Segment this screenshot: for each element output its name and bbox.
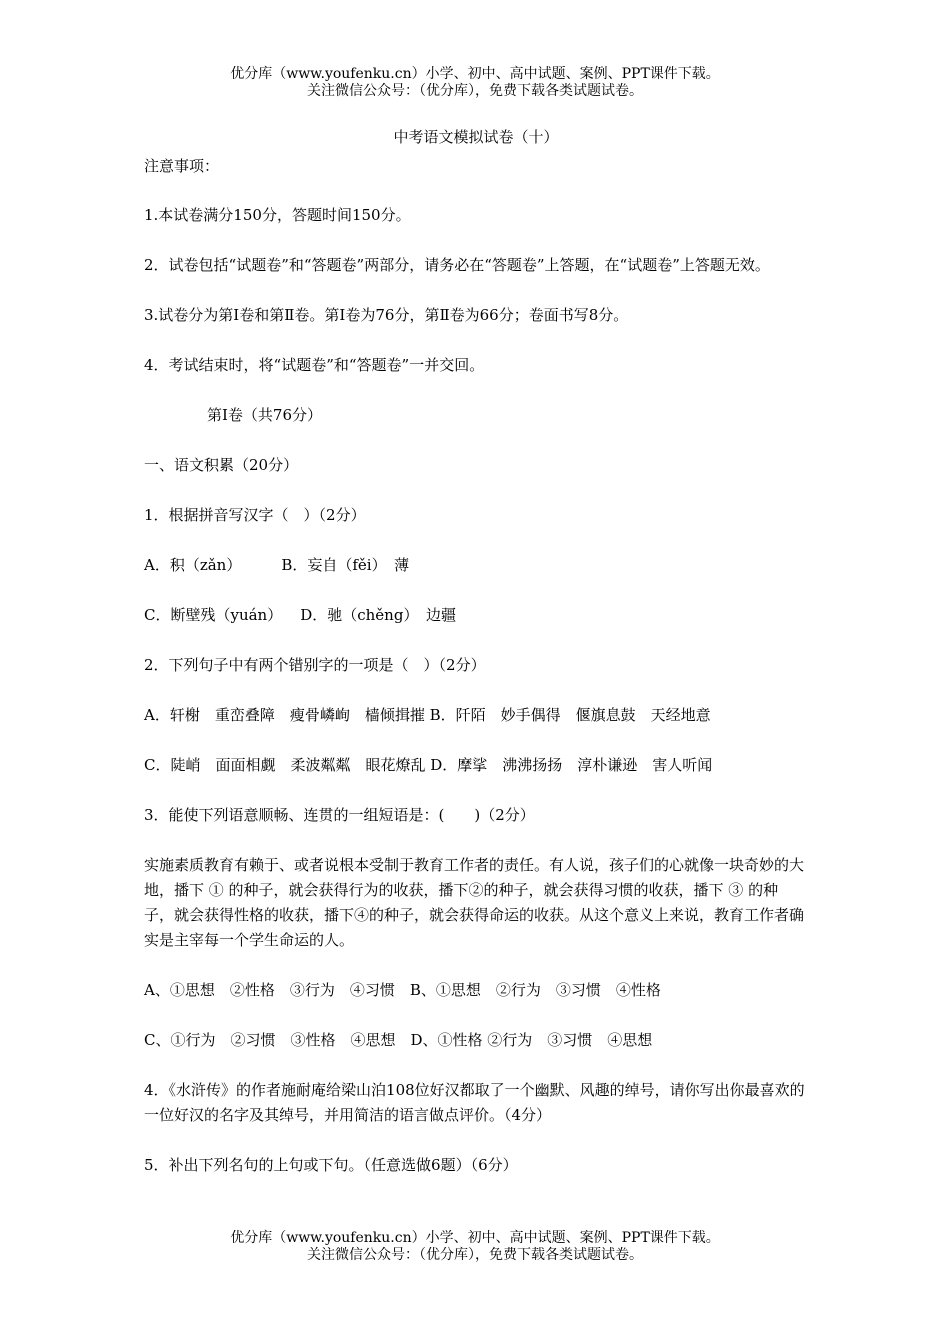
- option-c: C．断壁残（yuán）: [144, 606, 283, 624]
- question-3-options-cd: C、①行为 ②习惯 ③性格 ④思想 D、①性格 ②行为 ③习惯 ④思想: [144, 1031, 653, 1049]
- footer-line-1: 优分库（www.youfenku.cn）小学、初中、高中试题、案例、PPT课件下载。: [230, 1230, 720, 1246]
- question-3-passage: 实施素质教育有赖于、或者说根本受制于教育工作者的责任。有人说，孩子们的心就像一块奇妙的大地，播下 ① 的种子，就会获得行为的收获，播下②的种子，就会获得习惯的收获，播下 ③ 的种子，就会获得性格的收获，播下④的种子，就会获得命运的收获。从这个意义上来说，教育工作者确实是主宰每一个学生命运的人。: [144, 856, 805, 949]
- question-3-stem: 3．能使下列语意顺畅、连贯的一组短语是：( )（2分）: [144, 806, 535, 824]
- notice-item-1: 1.本试卷满分150分，答题时间150分。: [144, 206, 411, 224]
- question-2-options-cd: C．陡峭 面面相觑 柔波粼粼 眼花燎乱 D．摩挲 沸沸扬扬 淳朴谦逊 害人听闻: [144, 756, 713, 774]
- option-a: A．积（zǎn）: [144, 556, 242, 574]
- question-5-stem: 5．补出下列名句的上句或下句。（任意选做6题）（6分）: [144, 1156, 518, 1174]
- question-3-options-ab: A、①思想 ②性格 ③行为 ④习惯 B、①思想 ②行为 ③习惯 ④性格: [144, 981, 661, 999]
- option-b: B．妄自（fěi） 薄: [281, 556, 410, 574]
- notice-item-2: 2．试卷包括“试题卷”和“答题卷”两部分，请务必在“答题卷”上答题，在“试题卷”上答题无效。: [144, 256, 770, 274]
- page-header: [0, 66, 950, 100]
- question-1-options-ab: [144, 553, 808, 578]
- question-2-options-ab: A．轩榭 重峦叠障 瘦骨嶙峋 樯倾揖摧 B．阡陌 妙手偶得 偃旗息鼓 天经地意: [144, 706, 711, 724]
- exam-title: 中考语文模拟试卷（十）: [393, 128, 559, 146]
- section-1-heading: 一、语文积累（20分）: [144, 456, 299, 474]
- header-line-2: 关注微信公众号：（优分库），免费下载各类试题试卷。: [307, 83, 643, 99]
- notice-item-3: 3.试卷分为第Ⅰ卷和第Ⅱ卷。第Ⅰ卷为76分，第Ⅱ卷为66分；卷面书写8分。: [144, 306, 629, 324]
- footer-line-2: 关注微信公众号：（优分库），免费下载各类试题试卷。: [307, 1247, 643, 1263]
- question-1-stem: 1．根据拼音写汉字（ ）（2分）: [144, 506, 366, 524]
- question-2-stem: 2．下列句子中有两个错别字的一项是（ ）（2分）: [144, 656, 486, 674]
- question-4-stem: 4．《水浒传》的作者施耐庵给梁山泊108位好汉都取了一个幽默、风趣的绰号，请你写出你最喜欢的一位好汉的名字及其绰号，并用简洁的语言做点评价。（4分）: [144, 1081, 805, 1124]
- header-line-1: 优分库（www.youfenku.cn）小学、初中、高中试题、案例、PPT课件下载。: [230, 66, 720, 82]
- notice-item-4: 4．考试结束时，将“试题卷”和“答题卷”一并交回。: [144, 356, 485, 374]
- question-1-options-cd: [144, 603, 808, 628]
- notice-heading: 注意事项：: [144, 157, 220, 175]
- document-body: [144, 127, 808, 1203]
- page-footer: [0, 1230, 950, 1264]
- option-d: D．驰（chěng） 边疆: [300, 606, 456, 624]
- part-1-heading: 第Ⅰ卷（共76分）: [207, 406, 323, 424]
